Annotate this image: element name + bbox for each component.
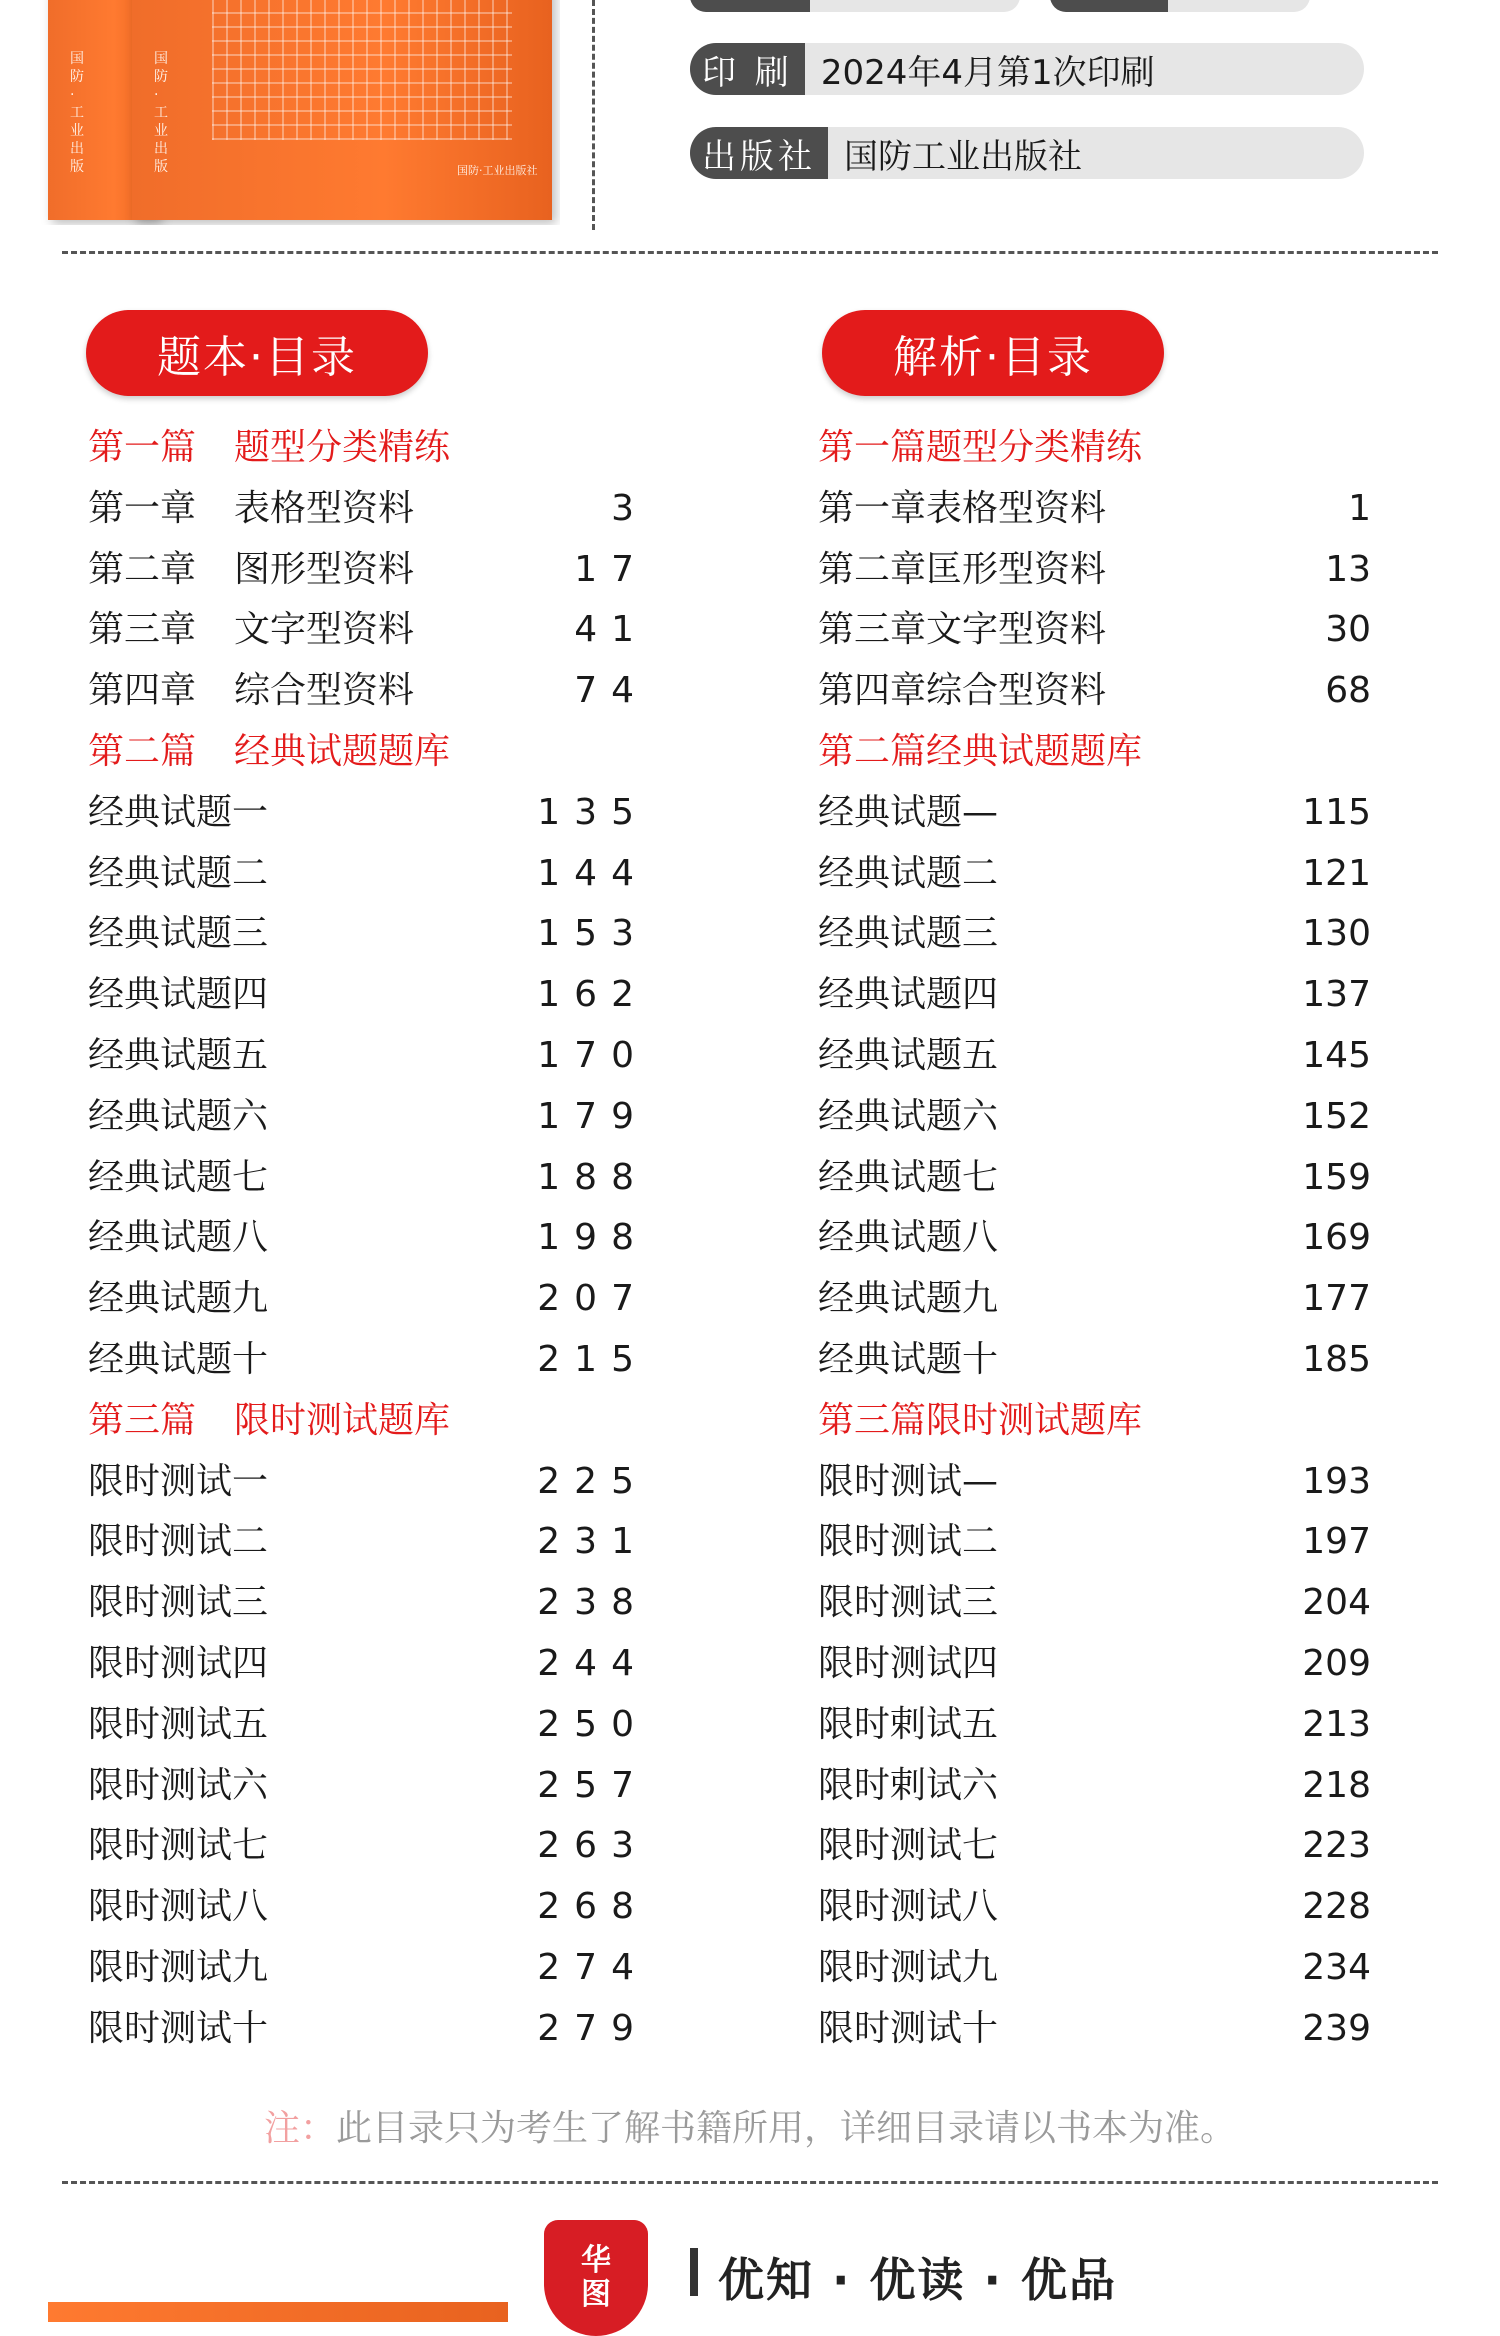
toc-entry-text: 限时测试十 — [818, 2007, 999, 2049]
toc-entry — [88, 904, 648, 965]
toc-entry — [818, 1208, 1378, 1269]
toc-entry-label: 第三篇 — [88, 1399, 197, 1441]
toc-entry-title — [88, 1330, 268, 1391]
toc-entry-page: 144 — [537, 852, 648, 894]
toc-entry-title — [88, 1999, 268, 2060]
toc-entry — [88, 1208, 648, 1269]
toc-entry-text: 综合型资料 — [234, 670, 415, 712]
toc-entry-text: 限时剌试六 — [818, 1764, 999, 1806]
toc-entry-text: 限时测试七 — [88, 1825, 269, 1867]
toc-entry-title — [88, 1391, 450, 1452]
toc-entry-text: 第四章综合型资料 — [818, 670, 1107, 712]
toc-entry — [818, 479, 1378, 540]
toc-entry-title — [818, 661, 1106, 722]
footnote-label: 注： — [263, 2108, 336, 2149]
toc-entry-text: 限时测试五 — [88, 1703, 269, 1745]
toc-entry-title — [818, 783, 998, 844]
toc-entry-title — [88, 661, 414, 722]
toc-entry-label: 第一篇 — [88, 427, 197, 468]
toc-entry-page: 207 — [537, 1278, 648, 1320]
toc-entry-text: 文字型资料 — [234, 609, 415, 651]
toc-entry-page: 228 — [1302, 1886, 1371, 1928]
toc-entry-title — [88, 600, 414, 661]
horizontal-divider-top — [62, 251, 1438, 254]
toc-entry-text: 限时测试六 — [88, 1764, 269, 1806]
toc-entry — [88, 1148, 648, 1209]
toc-entry-page: 204 — [1302, 1582, 1371, 1624]
toc-entry — [88, 1452, 648, 1513]
publisher-label: 出版社 — [690, 127, 828, 179]
toc-entry-text: 限时测试九 — [88, 1946, 269, 1988]
toc-entry — [88, 661, 648, 722]
toc-entry-page: 13 — [1325, 548, 1371, 590]
toc-entry-title — [818, 1512, 998, 1573]
toc-entry-page: 130 — [1302, 913, 1371, 955]
toc-entry-page: 135 — [537, 791, 648, 833]
toc-entry — [818, 1026, 1378, 1087]
toc-entry — [88, 1269, 648, 1330]
book-cover — [132, 0, 552, 220]
header-analysis-book-toc: 解析·目录 — [822, 310, 1164, 396]
toc-entry-page: 213 — [1302, 1703, 1371, 1745]
toc-entry-page: 185 — [1302, 1338, 1371, 1380]
toc-entry-page: 197 — [1302, 1521, 1371, 1563]
toc-entry-page: 238 — [537, 1582, 648, 1624]
toc-entry-page: 198 — [537, 1217, 648, 1259]
toc-entry-text: 限时剌试五 — [818, 1703, 999, 1745]
toc-entry-title — [88, 1816, 268, 1877]
toc-entry — [818, 600, 1378, 661]
toc-entry — [88, 1634, 648, 1695]
toc-entry-title — [818, 479, 1106, 540]
toc-entry-text: 经典试题九 — [818, 1278, 999, 1320]
toc-part-heading — [818, 722, 1378, 783]
toc-entry — [818, 1452, 1378, 1513]
slogan-bar — [690, 2248, 698, 2296]
toc-entry-page: 179 — [537, 1095, 648, 1137]
toc-entry-title — [818, 1816, 998, 1877]
toc-entry-title — [818, 1269, 998, 1330]
toc-entry-text: 第三章文字型资料 — [818, 609, 1107, 651]
toc-entry — [88, 1816, 648, 1877]
toc-entry — [818, 1756, 1378, 1817]
toc-entry-page: 257 — [537, 1764, 648, 1806]
toc-entry-text: 限时测试七 — [818, 1825, 999, 1867]
toc-entry — [818, 1877, 1378, 1938]
toc-entry-page: 153 — [537, 913, 648, 955]
toc-entry-page: 169 — [1302, 1217, 1371, 1259]
toc-entry-title — [88, 844, 268, 905]
toc-entry-text: 经典试题二 — [88, 852, 269, 894]
toc-entry-page: 215 — [537, 1338, 648, 1380]
toc-entry-text: 图形型资料 — [234, 548, 415, 590]
toc-entry-text: 经典试题三 — [88, 913, 269, 955]
toc-part-heading — [88, 722, 648, 783]
toc-entry-text: 限时测试题库 — [234, 1399, 451, 1441]
toc-entry-text: 经典试题九 — [88, 1278, 269, 1320]
toc-entry — [88, 1573, 648, 1634]
toc-entry-title — [88, 722, 450, 783]
toc-entry-page: 188 — [537, 1156, 648, 1198]
toc-entry-text: 经典试题三 — [818, 913, 999, 955]
toc-entry-text: 限时测试二 — [88, 1521, 269, 1563]
toc-entry-page: 231 — [537, 1521, 648, 1563]
header-question-book-toc: 题本·目录 — [86, 310, 428, 396]
info-row-cut-1 — [690, 0, 1020, 12]
toc-entry-page: 121 — [1302, 852, 1371, 894]
toc-entry-text: 经典试题六 — [88, 1095, 269, 1137]
toc-entry-text: 限时测试四 — [88, 1642, 269, 1684]
toc-entry-title — [818, 965, 998, 1026]
toc-entry-title — [818, 1756, 998, 1817]
toc-entry-page: 170 — [537, 1034, 648, 1076]
toc-entry-title — [818, 1573, 998, 1634]
toc-entry-title — [818, 722, 1142, 783]
toc-entry — [88, 844, 648, 905]
toc-entry — [818, 661, 1378, 722]
toc-entry-label: 第三章 — [88, 609, 197, 651]
toc-entry-text: 第一篇题型分类精练 — [818, 427, 1143, 468]
toc-entry-text: 经典试题十 — [88, 1338, 269, 1380]
book-product-image — [0, 0, 560, 225]
huatu-logo-icon — [544, 2220, 648, 2336]
toc-entry — [818, 1148, 1378, 1209]
toc-entry-page: 193 — [1302, 1460, 1371, 1502]
toc-entry — [818, 1999, 1378, 2060]
info-row-cut-2 — [1050, 0, 1310, 12]
toc-entry-page: 250 — [537, 1703, 648, 1745]
toc-entry-title — [818, 1452, 998, 1513]
toc-entry — [818, 1938, 1378, 1999]
toc-entry — [818, 904, 1378, 965]
brand-slogan: 优知 · 优读 · 优品 — [718, 2253, 1118, 2307]
toc-entry-text: 经典试题五 — [88, 1034, 269, 1076]
toc-entry-title — [818, 1695, 998, 1756]
toc-entry-title — [88, 540, 414, 601]
toc-entry — [88, 1999, 648, 2060]
toc-part-heading — [818, 418, 1378, 479]
publisher-value: 国防工业出版社 — [844, 136, 1082, 177]
toc-entry-text: 经典试题四 — [88, 974, 269, 1016]
toc-entry-page: 263 — [537, 1825, 648, 1867]
toc-entry-title — [818, 1634, 998, 1695]
toc-entry-text: 第二章匡形型资料 — [818, 548, 1107, 590]
toc-entry-title — [88, 1938, 268, 1999]
toc-entry-title — [88, 1877, 268, 1938]
toc-entry-title — [818, 600, 1106, 661]
toc-entry — [88, 1087, 648, 1148]
info-row-print — [690, 43, 1364, 95]
footnote-text: 此目录只为考生了解书籍所用，详细目录请以书本为准。 — [336, 2108, 1237, 2149]
toc-part-heading — [88, 1391, 648, 1452]
cover-publisher-text: 国防·工业出版社 — [457, 164, 538, 177]
horizontal-divider-bottom — [62, 2181, 1438, 2184]
toc-entry-title — [88, 1208, 268, 1269]
toc-entry-text: 经典试题四 — [818, 974, 999, 1016]
logo-char-1: 华 — [581, 2243, 611, 2278]
toc-entry-page: 268 — [537, 1886, 648, 1928]
toc-entry — [818, 1695, 1378, 1756]
toc-entry-page: 115 — [1302, 791, 1371, 833]
toc-entry-title — [88, 1269, 268, 1330]
print-label: 印 刷 — [690, 43, 805, 95]
toc-entry — [88, 1877, 648, 1938]
toc-entry-text: 限时测试二 — [818, 1521, 999, 1563]
toc-entry-page: 30 — [1325, 609, 1371, 651]
toc-part-heading — [88, 418, 648, 479]
toc-entry-page: 218 — [1302, 1764, 1371, 1806]
toc-entry-title — [818, 844, 998, 905]
toc-entry-title — [88, 1573, 268, 1634]
toc-entry-page: 274 — [537, 1946, 648, 1988]
toc-entry-text: 限时测试四 — [818, 1642, 999, 1684]
toc-entry-page: 209 — [1302, 1642, 1371, 1684]
cover-spine-text: 国防·工业出版 — [154, 51, 168, 175]
info-row-publisher — [690, 127, 1364, 179]
toc-entry — [88, 600, 648, 661]
toc-entry-page: 1 — [1348, 487, 1371, 529]
toc-entry-page: 145 — [1302, 1034, 1371, 1076]
toc-entry-title — [818, 540, 1106, 601]
footnote — [0, 2100, 1500, 2151]
toc-entry — [818, 1573, 1378, 1634]
toc-entry-text: 限时测试九 — [818, 1946, 999, 1988]
toc-entry-page: 74 — [574, 670, 648, 712]
toc-entry-title — [88, 1026, 268, 1087]
toc-entry-page: 3 — [611, 487, 648, 529]
toc-entry-title — [818, 1330, 998, 1391]
toc-entry-text: 第三篇限时测试题库 — [818, 1399, 1143, 1441]
toc-entry-title — [818, 1999, 998, 2060]
toc-entry-title — [818, 1026, 998, 1087]
toc-left-column — [88, 418, 648, 2060]
toc-entry-label: 第一章 — [88, 487, 197, 529]
toc-entry-page: 41 — [574, 609, 648, 651]
toc-entry-text: 经典试题二 — [818, 852, 999, 894]
toc-entry-text: 经典试题— — [818, 791, 999, 833]
toc-entry-text: 第二篇经典试题题库 — [818, 730, 1143, 772]
toc-entry-title — [818, 1938, 998, 1999]
toc-entry-title — [88, 479, 414, 540]
print-value: 2024年4月第1次印刷 — [820, 52, 1155, 93]
toc-entry — [88, 1512, 648, 1573]
toc-entry — [818, 1816, 1378, 1877]
toc-entry — [818, 1269, 1378, 1330]
toc-entry-title — [88, 1634, 268, 1695]
toc-entry-text: 限时测试十 — [88, 2007, 269, 2049]
toc-entry-title — [818, 904, 998, 965]
vertical-divider — [592, 0, 595, 230]
toc-entry-text: 经典试题六 — [818, 1095, 999, 1137]
toc-entry-title — [88, 1452, 268, 1513]
bottom-book-edge — [48, 2302, 508, 2322]
toc-entry-text: 表格型资料 — [234, 487, 415, 529]
toc-entry — [88, 1938, 648, 1999]
toc-entry-text: 限时测试一 — [88, 1460, 269, 1502]
toc-entry-page: 239 — [1302, 2007, 1371, 2049]
toc-entry-text: 限时测试八 — [818, 1886, 999, 1928]
toc-entry-title — [818, 1208, 998, 1269]
toc-entry — [818, 1512, 1378, 1573]
cover-pattern — [212, 0, 512, 140]
toc-entry-page: 279 — [537, 2007, 648, 2049]
toc-entry-text: 经典试题七 — [818, 1156, 999, 1198]
toc-entry — [818, 1330, 1378, 1391]
toc-part-heading — [818, 1391, 1378, 1452]
toc-entry-text: 题型分类精练 — [234, 427, 451, 468]
toc-entry — [818, 783, 1378, 844]
toc-entry-page: 137 — [1302, 974, 1371, 1016]
toc-entry-title — [88, 1756, 268, 1817]
toc-entry-text: 限时测试三 — [818, 1582, 999, 1624]
toc-entry-text: 限时测试八 — [88, 1886, 269, 1928]
toc-entry-title — [88, 904, 268, 965]
toc-entry-title — [818, 1148, 998, 1209]
toc-entry — [88, 479, 648, 540]
toc-entry-page: 68 — [1325, 670, 1371, 712]
toc-entry — [818, 540, 1378, 601]
toc-entry-title — [88, 1148, 268, 1209]
toc-entry-text: 经典试题十 — [818, 1338, 999, 1380]
toc-entry-text: 限时测试三 — [88, 1582, 269, 1624]
toc-entry-text: 经典试题八 — [88, 1217, 269, 1259]
toc-entry-page: 177 — [1302, 1278, 1371, 1320]
toc-entry-page: 223 — [1302, 1825, 1371, 1867]
toc-entry-title — [88, 965, 268, 1026]
toc-entry — [88, 965, 648, 1026]
toc-entry-page: 162 — [537, 974, 648, 1016]
toc-right-column — [818, 418, 1378, 2060]
toc-entry-text: 经典试题一 — [88, 791, 269, 833]
toc-entry-title — [88, 1087, 268, 1148]
toc-entry-title — [818, 1087, 998, 1148]
toc-entry — [88, 1695, 648, 1756]
toc-entry — [88, 1756, 648, 1817]
toc-entry-page: 244 — [537, 1642, 648, 1684]
toc-entry — [88, 540, 648, 601]
toc-entry-page: 152 — [1302, 1095, 1371, 1137]
toc-entry-text: 限时测试— — [818, 1460, 999, 1502]
toc-entry-text: 经典试题题库 — [234, 730, 451, 772]
spine-text: 国防·工业出版 — [70, 51, 84, 175]
toc-entry-title — [88, 1695, 268, 1756]
toc-entry-title — [88, 1512, 268, 1573]
toc-entry-title — [818, 418, 1142, 479]
toc-entry — [88, 783, 648, 844]
toc-entry-label: 第四章 — [88, 670, 197, 712]
toc-entry — [818, 965, 1378, 1026]
toc-entry-text: 第一章表格型资料 — [818, 487, 1107, 529]
toc-entry-label: 第二章 — [88, 548, 197, 590]
toc-entry — [818, 1634, 1378, 1695]
toc-entry-page: 234 — [1302, 1946, 1371, 1988]
toc-entry-page: 225 — [537, 1460, 648, 1502]
logo-char-2: 图 — [581, 2277, 611, 2312]
toc-entry-label: 第二篇 — [88, 730, 197, 772]
toc-entry-page: 17 — [574, 548, 648, 590]
toc-entry-text: 经典试题五 — [818, 1034, 999, 1076]
toc-entry — [818, 844, 1378, 905]
toc-entry — [88, 1026, 648, 1087]
toc-entry-title — [88, 783, 268, 844]
toc-entry-text: 经典试题七 — [88, 1156, 269, 1198]
toc-entry-title — [88, 418, 450, 479]
toc-entry — [818, 1087, 1378, 1148]
toc-entry-title — [818, 1877, 998, 1938]
toc-entry-title — [818, 1391, 1142, 1452]
toc-entry-text: 经典试题八 — [818, 1217, 999, 1259]
toc-entry — [88, 1330, 648, 1391]
toc-entry-page: 159 — [1302, 1156, 1371, 1198]
